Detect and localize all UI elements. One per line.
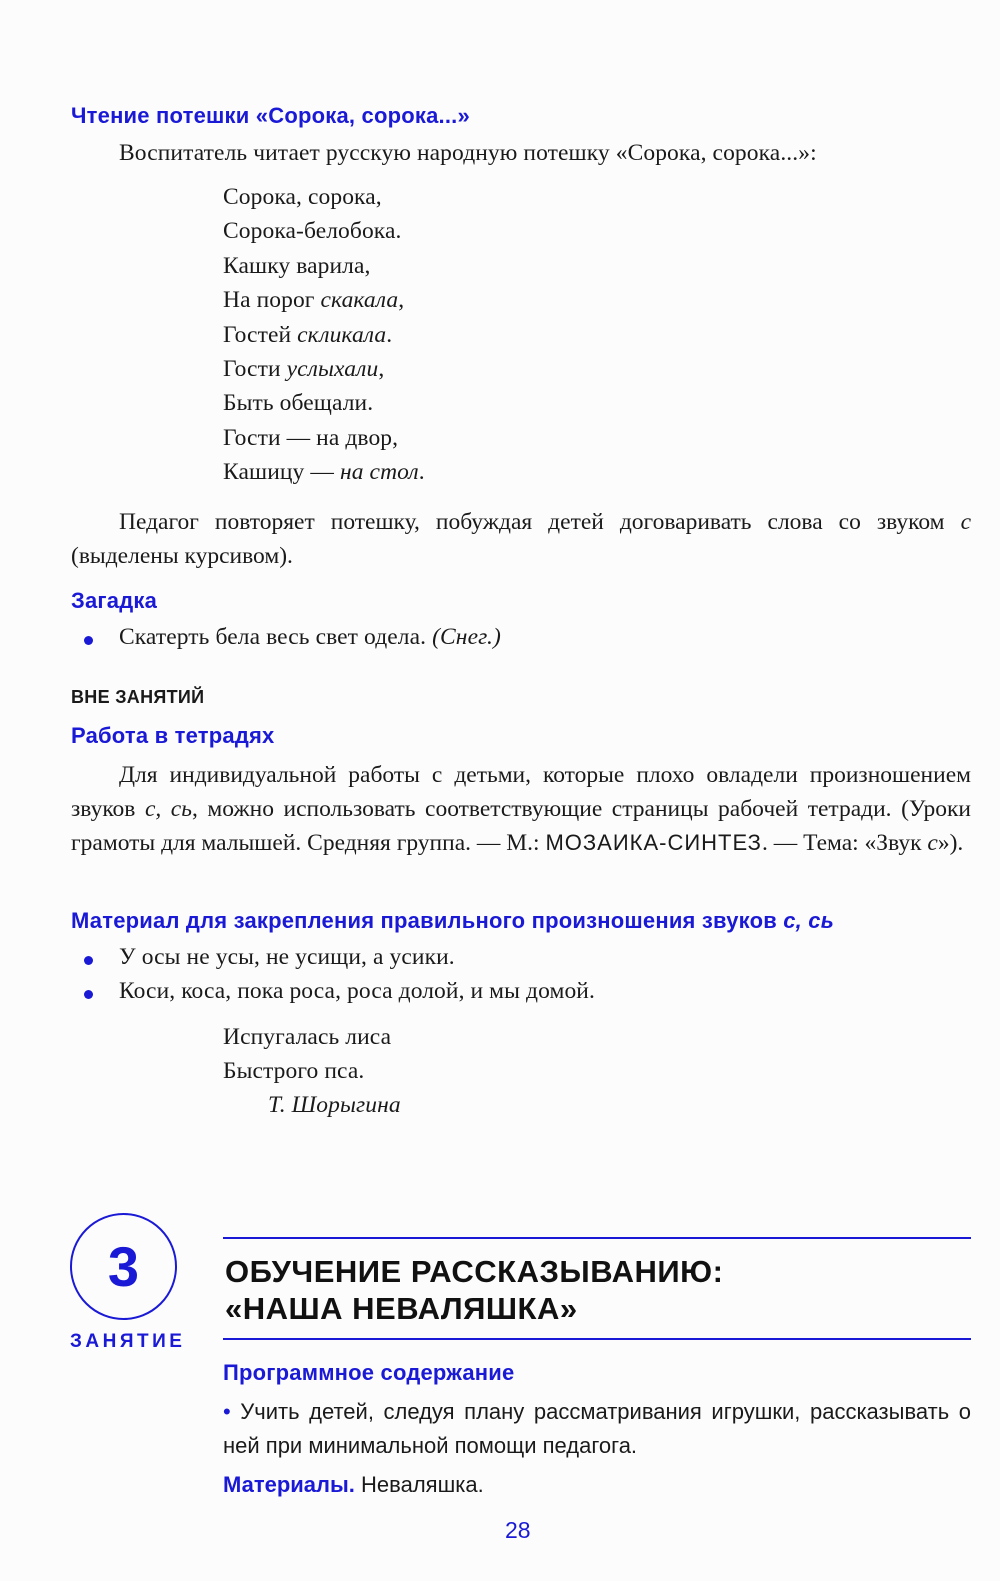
text: , можно использовать соответствующие страницы рабочей тетради. (Уроки грамоты для малышей. Средняя группа. — М.:: [71, 796, 971, 856]
lesson-number-badge: [70, 1213, 177, 1320]
bullet-icon: [84, 956, 93, 965]
text: Быть обещали.: [223, 390, 374, 417]
poem-line: [223, 322, 392, 349]
poem-line: [223, 253, 370, 280]
poem-line: [223, 356, 384, 383]
poem-intro: Воспитатель читает русскую народную потешку «Сорока, сорока...»:: [119, 140, 817, 166]
text: Материал для закрепления правильного произношения звуков: [71, 908, 784, 933]
text: Сорока, сорока,: [223, 184, 382, 210]
text: Педагог повторяет потешку, побуждая детей договаривать слова со звуком: [119, 509, 961, 535]
text-italic: услыхали: [286, 356, 379, 382]
workbook-paragraph: [71, 758, 971, 860]
text-italic: с, сь: [783, 908, 835, 933]
riddle-answer: (Снег.): [432, 624, 501, 650]
title-rule-bottom: [223, 1338, 971, 1340]
section-heading-riddle: Загадка: [71, 588, 158, 613]
text: Гости — на двор,: [223, 424, 399, 451]
text: Для индивидуальной работы с детьми, которые плохо овладели произношением звуков: [71, 762, 971, 822]
text: .: [418, 459, 425, 486]
text: Гостей: [223, 321, 298, 348]
text: (выделены курсивом).: [71, 543, 293, 569]
material-item: У осы не усы, не усищи, а усики.: [119, 944, 455, 970]
poem-line: [223, 287, 404, 314]
text: Сорока-белобока.: [223, 218, 402, 245]
text-italic: скликала: [297, 321, 387, 348]
poem-line: Испугалась лиса: [223, 1024, 392, 1050]
text: Гости: [223, 356, 287, 382]
lesson-title-line2: «НАША НЕВАЛЯШКА»: [225, 1291, 578, 1326]
text: ,: [378, 356, 385, 382]
text: Учить детей, следуя плану рассматривания игрушки, рассказывать о ней при минимальной помощи педагога.: [223, 1399, 971, 1458]
text: ,: [398, 287, 405, 314]
section-heading-poem: Чтение потешки «Сорока, сорока...»: [71, 103, 470, 128]
materials-line: [223, 1472, 484, 1498]
lesson-label: ЗАНЯТИЕ: [70, 1331, 186, 1352]
poem-line: Быстрого пса.: [223, 1058, 365, 1084]
poem-author: Т. Шорыгина: [268, 1092, 401, 1118]
poem-line: [223, 425, 398, 452]
poem-line: [223, 459, 425, 486]
text: »).: [937, 830, 964, 856]
text: Кашицу —: [223, 459, 340, 486]
text: . — Тема: «Звук: [761, 830, 928, 856]
outside-label: ВНЕ ЗАНЯТИЙ: [71, 687, 205, 707]
program-text: [223, 1395, 971, 1463]
section-heading-material: [71, 908, 834, 934]
text: Кашку варила,: [223, 252, 371, 279]
section-heading-workbook: Работа в тетрадях: [71, 723, 275, 748]
riddle-text: [119, 624, 501, 651]
text-italic: скакала: [320, 287, 399, 314]
page-number: 28: [505, 1517, 531, 1543]
materials-label: Материалы.: [223, 1472, 355, 1497]
publisher-name: МОЗАИКА-СИНТЕЗ: [545, 830, 762, 855]
bullet-icon: [84, 990, 93, 999]
text-italic: с: [927, 830, 938, 856]
poem-line: [223, 390, 373, 417]
text-italic: на стол: [339, 459, 419, 486]
text: На порог: [223, 287, 321, 314]
material-item: Коси, коса, пока роса, роса долой, и мы домой.: [119, 978, 595, 1004]
bullet-icon: •: [223, 1399, 231, 1424]
text: .: [386, 321, 393, 348]
title-rule-top: [223, 1237, 971, 1239]
text-italic: с, сь: [144, 796, 192, 822]
program-heading: Программное содержание: [223, 1360, 515, 1385]
bullet-icon: [84, 636, 93, 645]
poem-line: [223, 218, 401, 245]
lesson-title-line1: ОБУЧЕНИЕ РАССКАЗЫВАНИЮ:: [225, 1254, 724, 1289]
repeat-paragraph: [71, 505, 971, 573]
text: Неваляшка.: [354, 1472, 484, 1497]
text: Скатерть бела весь свет одела.: [119, 624, 433, 650]
lesson-number: 3: [107, 1234, 140, 1298]
text-italic: с: [960, 509, 971, 535]
poem-line: [223, 184, 382, 211]
